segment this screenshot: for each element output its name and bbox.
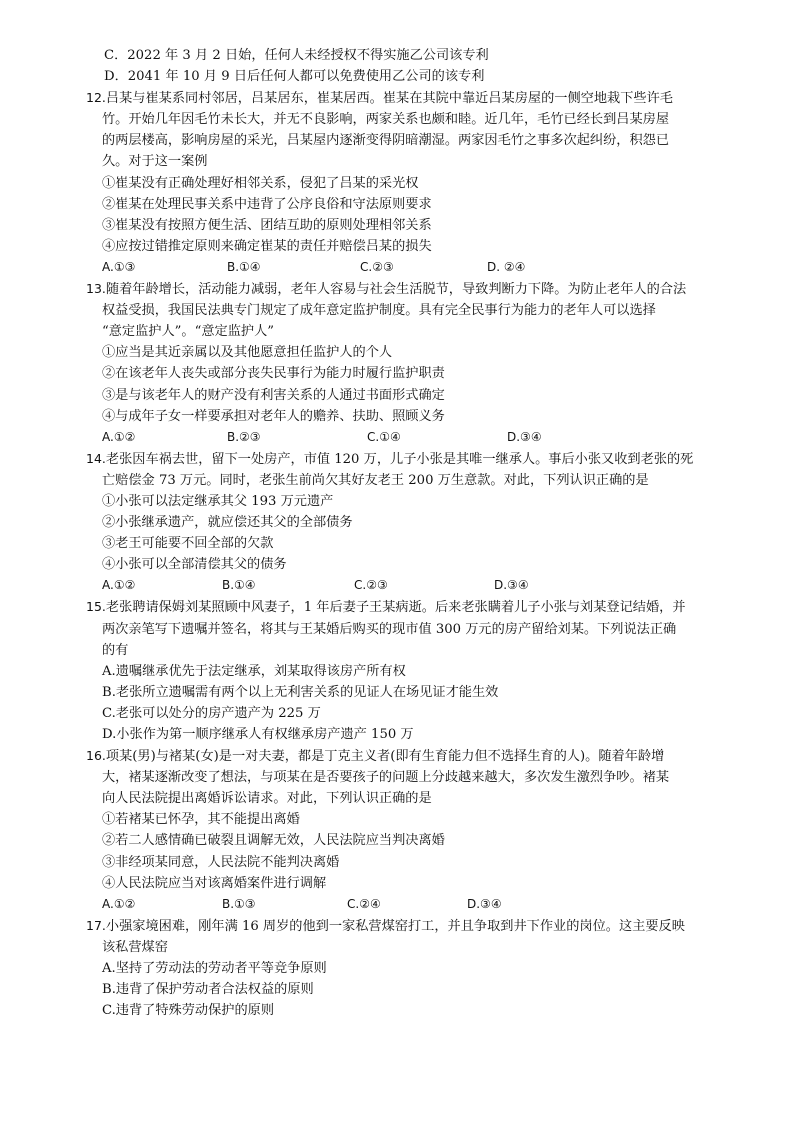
q14-option-b: B.①④ bbox=[222, 578, 256, 593]
q17-stem-line-2: 该私营煤窑 bbox=[102, 939, 168, 955]
q16-item-1: ①若褚某已怀孕，其不能提出离婚 bbox=[102, 812, 300, 828]
q15-choice-a: A.遗嘱继承优先于法定继承，刘某取得该房产所有权 bbox=[102, 663, 406, 679]
q14-item-1: ①小张可以法定继承其父 193 万元遗产 bbox=[102, 493, 334, 509]
q12-number: 12. bbox=[86, 90, 106, 106]
q16-option-d: D.③④ bbox=[467, 896, 502, 911]
q14-number: 14. bbox=[86, 450, 106, 466]
q17-stem-line-1: 17.小强家境困难，刚年满 16 周岁的他到一家私营煤窑打工，并且争取到井下作业的岗位。这主要反映 bbox=[86, 917, 685, 934]
q13-number: 13. bbox=[86, 281, 106, 297]
q15-choice-b: B.老张所立遗嘱需有两个以上无利害关系的见证人在场见证才能生效 bbox=[102, 684, 499, 700]
q17-number: 17. bbox=[86, 917, 106, 933]
q13-item-1: ①应当是其近亲属以及其他愿意担任监护人的个人 bbox=[102, 345, 393, 361]
q12-item-4: ④应按过错推定原则来确定崔某的责任并赔偿吕某的损失 bbox=[102, 238, 432, 254]
q12-option-c: C.②③ bbox=[360, 259, 394, 274]
q13-options bbox=[102, 427, 730, 448]
q15-number: 15. bbox=[86, 599, 106, 615]
question-17 bbox=[86, 915, 730, 1021]
q16-item-2: ②若二人感情确已破裂且调解无效，人民法院应当判决离婚 bbox=[102, 833, 445, 849]
q16-stem-line-2: 大，褚某逐渐改变了想法，与项某在是否要孩子的问题上分歧越来越大，多次发生激烈争吵。褚某 bbox=[102, 770, 670, 786]
q16-stem-line-3: 向人民法院提出离婚诉讼请求。对此，下列认识正确的是 bbox=[102, 791, 432, 807]
q16-options bbox=[102, 894, 730, 915]
q17-choice-c: C.违背了特殊劳动保护的原则 bbox=[102, 1003, 275, 1019]
q12-stem-line-3: 的两层楼高，影响房屋的采光，吕某屋内逐渐变得阴暗潮湿。两家因毛竹之事多次起纠纷，积怨已 bbox=[102, 133, 670, 149]
q11-option-d: D．2041 年 10 月 9 日后任何人都可以免费使用乙公司的该专利 bbox=[104, 69, 485, 85]
q14-item-2: ②小张继承遗产，就应偿还其父的全部债务 bbox=[102, 515, 353, 531]
q12-item-2: ②崔某在处理民事关系中违背了公序良俗和守法原则要求 bbox=[102, 196, 432, 212]
q13-option-c: C.①④ bbox=[367, 429, 401, 444]
q16-item-4: ④人民法院应当对该离婚案件进行调解 bbox=[102, 875, 327, 891]
question-12 bbox=[86, 87, 730, 278]
q12-option-d: D. ②④ bbox=[487, 259, 526, 274]
q13-stem-line-1: 13.随着年龄增长，活动能力减弱，老年人容易与社会生活脱节，导致判断力下降。为防止老年人的合法 bbox=[86, 281, 687, 298]
q14-item-4: ④小张可以全部清偿其父的债务 bbox=[102, 557, 287, 573]
q14-option-c: C.②③ bbox=[354, 578, 388, 593]
q12-option-b: B.①④ bbox=[227, 259, 261, 274]
q16-stem-line-1: 16.项某(男)与褚某(女)是一对夫妻，都是丁克主义者(即有生育能力但不选择生育的人)。随着年龄增 bbox=[86, 748, 665, 765]
q14-options bbox=[102, 575, 730, 596]
q12-item-1: ①崔某没有正确处理好相邻关系，侵犯了吕某的采光权 bbox=[102, 175, 419, 191]
q12-stem-line-4: 久。对于这一案例 bbox=[102, 154, 208, 170]
q13-option-a: A.①② bbox=[102, 429, 136, 444]
q15-choice-d: D.小张作为第一顺序继承人有权继承房产遗产 150 万 bbox=[102, 727, 414, 742]
q14-item-3: ③老王可能要不回全部的欠款 bbox=[102, 536, 274, 552]
q11-option-c: C．2022 年 3 月 2 日始，任何人未经授权不得实施乙公司该专利 bbox=[104, 48, 489, 63]
q12-item-3: ③崔某没有按照方便生活、团结互助的原则处理相邻关系 bbox=[102, 217, 432, 233]
q15-stem-line-2: 两次亲笔写下遗嘱并签名，将其与王某婚后购买的现市值 300 万元的房产留给刘某。下列说法正确 bbox=[102, 621, 677, 637]
q12-option-a: A.①③ bbox=[102, 259, 136, 274]
q14-stem-line-2: 亡赔偿金 73 万元。同时，老张生前尚欠其好友老王 200 万生意款。对此，下列认识正确的是 bbox=[102, 472, 649, 488]
q14-option-a: A.①② bbox=[102, 578, 136, 593]
q14-stem-line-1: 14.老张因车祸去世，留下一处房产，市值 120 万，儿子小张是其唯一继承人。事后小张又收到老张的死 bbox=[86, 450, 694, 467]
q16-option-a: A.①② bbox=[102, 896, 136, 911]
q17-choice-a: A.坚持了劳动法的劳动者平等竞争原则 bbox=[102, 961, 327, 977]
q13-item-4: ④与成年子女一样要承担对老年人的赡养、扶助、照顾义务 bbox=[102, 408, 445, 424]
q13-stem-line-3: “意定监护人”。“意定监护人” bbox=[102, 324, 275, 340]
q12-stem-line-1: 12.吕某与崔某系同村邻居，吕某居东，崔某居西。崔某在其院中靠近吕某房屋的一侧空地栽下些许毛 bbox=[86, 90, 673, 107]
q13-item-3: ③是与该老年人的财产没有利害关系的人通过书面形式确定 bbox=[102, 387, 445, 403]
q16-number: 16. bbox=[86, 748, 106, 764]
q15-stem-line-3: 的有 bbox=[102, 642, 129, 658]
q13-stem-line-2: 权益受损，我国民法典专门规定了成年意定监护制度。具有完全民事行为能力的老年人可以选择 bbox=[102, 303, 656, 319]
q15-choice-c: C.老张可以处分的房产遗产为 225 万 bbox=[102, 705, 321, 721]
q14-option-d: D.③④ bbox=[494, 578, 529, 593]
question-15 bbox=[86, 596, 730, 745]
question-13 bbox=[86, 278, 730, 448]
q12-stem-line-2: 竹。开始几年因毛竹未长大，并无不良影响，两家关系也颇和睦。近几年，毛竹已经长到吕某房屋 bbox=[102, 112, 670, 128]
q16-option-c: C.②④ bbox=[347, 896, 381, 911]
q13-item-2: ②在该老年人丧失或部分丧失民事行为能力时履行监护职责 bbox=[102, 366, 445, 382]
q12-options bbox=[102, 257, 730, 278]
q13-option-b: B.②③ bbox=[227, 429, 261, 444]
q15-stem-line-1: 15.老张聘请保姆刘某照顾中风妻子，1 年后妻子王某病逝。后来老张瞒着儿子小张与刘某登记结婚，并 bbox=[86, 599, 686, 616]
q17-choice-b: B.违背了保护劳动者合法权益的原则 bbox=[102, 982, 314, 998]
q16-item-3: ③非经项某同意，人民法院不能判决离婚 bbox=[102, 854, 340, 870]
q13-option-d: D.③④ bbox=[507, 429, 542, 444]
question-16 bbox=[86, 745, 730, 915]
question-14 bbox=[86, 448, 730, 597]
q16-option-b: B.①③ bbox=[222, 896, 256, 911]
